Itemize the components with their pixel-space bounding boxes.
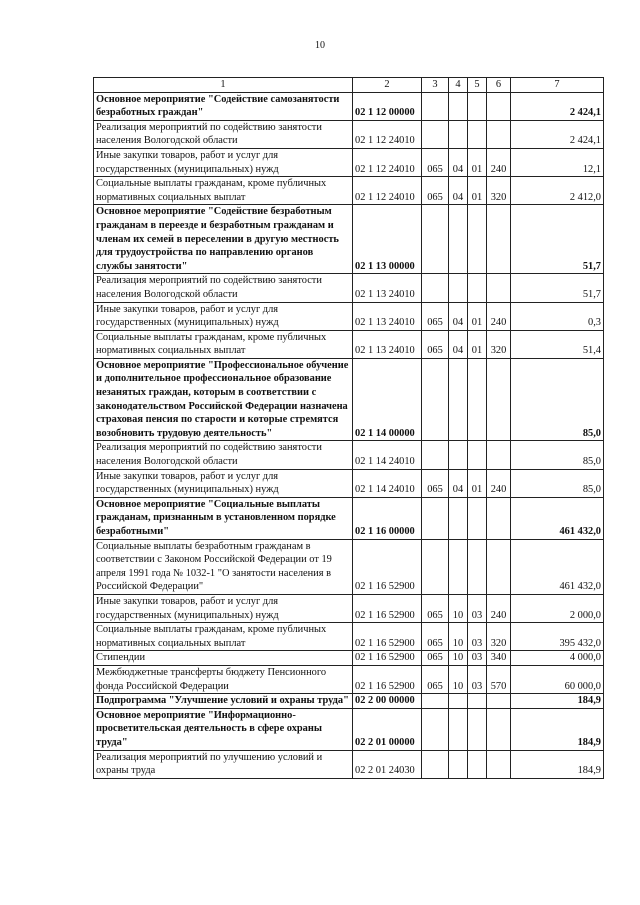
table-row bbox=[94, 148, 604, 176]
row-section: 10 bbox=[449, 594, 468, 622]
table-row bbox=[94, 594, 604, 622]
row-section bbox=[449, 708, 468, 750]
table-row bbox=[94, 177, 604, 205]
row-name: Иные закупки товаров, работ и услуг для государственных (муниципальных) нужд bbox=[94, 594, 353, 622]
row-expense-type: 320 bbox=[487, 330, 511, 358]
table-row bbox=[94, 623, 604, 651]
row-name: Основное мероприятие "Профессиональное обучение и дополнительное профессиональное образование незанятых граждан, которым в соответствии с законодательством Российской Федерации назначена страховая пенсия по старости и которые стремятся возобновить трудовую деятельность" bbox=[94, 358, 353, 441]
row-name: Иные закупки товаров, работ и услуг для государственных (муниципальных) нужд bbox=[94, 469, 353, 497]
row-code: 02 1 12 24010 bbox=[353, 177, 422, 205]
column-header-grbs: 3 bbox=[422, 78, 449, 93]
row-section: 04 bbox=[449, 302, 468, 330]
row-code: 02 1 14 00000 bbox=[353, 358, 422, 441]
row-grbs bbox=[422, 92, 449, 120]
row-expense-type: 320 bbox=[487, 177, 511, 205]
row-sum: 395 432,0 bbox=[511, 623, 604, 651]
row-sum: 2 000,0 bbox=[511, 594, 604, 622]
row-section bbox=[449, 497, 468, 539]
table-row bbox=[94, 274, 604, 302]
row-section bbox=[449, 92, 468, 120]
row-subsection bbox=[468, 92, 487, 120]
row-expense-type bbox=[487, 708, 511, 750]
table-row bbox=[94, 651, 604, 666]
table-row bbox=[94, 205, 604, 274]
row-section bbox=[449, 750, 468, 778]
row-sum: 2 424,1 bbox=[511, 120, 604, 148]
row-section bbox=[449, 205, 468, 274]
row-sum: 184,9 bbox=[511, 750, 604, 778]
row-subsection: 01 bbox=[468, 330, 487, 358]
row-code: 02 1 13 00000 bbox=[353, 205, 422, 274]
row-section bbox=[449, 120, 468, 148]
table-row bbox=[94, 750, 604, 778]
row-subsection: 01 bbox=[468, 302, 487, 330]
row-code: 02 2 01 00000 bbox=[353, 708, 422, 750]
row-section bbox=[449, 274, 468, 302]
row-subsection bbox=[468, 497, 487, 539]
table-row bbox=[94, 330, 604, 358]
row-section bbox=[449, 539, 468, 594]
row-section: 10 bbox=[449, 651, 468, 666]
row-sum: 85,0 bbox=[511, 441, 604, 469]
row-expense-type bbox=[487, 120, 511, 148]
row-name: Межбюджетные трансферты бюджету Пенсионного фонда Российской Федерации bbox=[94, 665, 353, 693]
row-sum: 2 424,1 bbox=[511, 92, 604, 120]
row-subsection bbox=[468, 205, 487, 274]
row-subsection bbox=[468, 539, 487, 594]
row-name: Иные закупки товаров, работ и услуг для государственных (муниципальных) нужд bbox=[94, 302, 353, 330]
row-subsection: 01 bbox=[468, 177, 487, 205]
row-subsection bbox=[468, 274, 487, 302]
row-expense-type: 570 bbox=[487, 665, 511, 693]
row-name: Основное мероприятие "Социальные выплаты гражданам, признанным в установленном порядке безработными" bbox=[94, 497, 353, 539]
row-grbs: 065 bbox=[422, 177, 449, 205]
row-expense-type bbox=[487, 205, 511, 274]
row-name: Социальные выплаты гражданам, кроме публичных нормативных социальных выплат bbox=[94, 177, 353, 205]
row-expense-type bbox=[487, 750, 511, 778]
row-code: 02 1 13 24010 bbox=[353, 274, 422, 302]
row-section: 10 bbox=[449, 665, 468, 693]
row-name: Социальные выплаты гражданам, кроме публичных нормативных социальных выплат bbox=[94, 623, 353, 651]
row-sum: 85,0 bbox=[511, 469, 604, 497]
table-row bbox=[94, 302, 604, 330]
row-sum: 461 432,0 bbox=[511, 539, 604, 594]
row-grbs bbox=[422, 120, 449, 148]
column-header-name: 1 bbox=[94, 78, 353, 93]
row-name: Реализация мероприятий по содействию занятости населения Вологодской области bbox=[94, 274, 353, 302]
row-subsection: 03 bbox=[468, 651, 487, 666]
column-header-expense-type: 6 bbox=[487, 78, 511, 93]
row-code: 02 1 16 52900 bbox=[353, 651, 422, 666]
row-section: 04 bbox=[449, 330, 468, 358]
row-sum: 0,3 bbox=[511, 302, 604, 330]
row-code: 02 1 12 24010 bbox=[353, 120, 422, 148]
row-expense-type bbox=[487, 539, 511, 594]
row-grbs: 065 bbox=[422, 594, 449, 622]
row-name: Реализация мероприятий по содействию занятости населения Вологодской области bbox=[94, 441, 353, 469]
row-expense-type: 240 bbox=[487, 594, 511, 622]
row-grbs: 065 bbox=[422, 469, 449, 497]
row-expense-type: 240 bbox=[487, 148, 511, 176]
row-subsection: 01 bbox=[468, 469, 487, 497]
row-subsection bbox=[468, 358, 487, 441]
row-grbs bbox=[422, 274, 449, 302]
row-name: Социальные выплаты гражданам, кроме публичных нормативных социальных выплат bbox=[94, 330, 353, 358]
row-grbs: 065 bbox=[422, 302, 449, 330]
row-code: 02 1 13 24010 bbox=[353, 302, 422, 330]
row-expense-type bbox=[487, 92, 511, 120]
row-subsection bbox=[468, 120, 487, 148]
row-name: Основное мероприятие "Содействие самозанятости безработных граждан" bbox=[94, 92, 353, 120]
row-name: Подпрограмма "Улучшение условий и охраны труда" bbox=[94, 694, 353, 709]
table-row bbox=[94, 92, 604, 120]
row-expense-type: 240 bbox=[487, 469, 511, 497]
row-sum: 51,7 bbox=[511, 205, 604, 274]
row-section: 10 bbox=[449, 623, 468, 651]
table-row bbox=[94, 469, 604, 497]
row-grbs: 065 bbox=[422, 148, 449, 176]
row-sum: 184,9 bbox=[511, 694, 604, 709]
row-code: 02 1 12 00000 bbox=[353, 92, 422, 120]
row-expense-type bbox=[487, 274, 511, 302]
row-code: 02 1 16 52900 bbox=[353, 665, 422, 693]
row-subsection: 03 bbox=[468, 665, 487, 693]
row-code: 02 1 16 52900 bbox=[353, 539, 422, 594]
row-sum: 60 000,0 bbox=[511, 665, 604, 693]
column-header-subsection: 5 bbox=[468, 78, 487, 93]
row-sum: 184,9 bbox=[511, 708, 604, 750]
row-sum: 461 432,0 bbox=[511, 497, 604, 539]
row-grbs: 065 bbox=[422, 330, 449, 358]
table-row bbox=[94, 358, 604, 441]
row-grbs: 065 bbox=[422, 651, 449, 666]
row-name: Социальные выплаты безработным гражданам в соответствии с Законом Российской Федерации от 19 апреля 1991 года № 1032-1 "О занятости населения в Российской Федерации" bbox=[94, 539, 353, 594]
column-header-code: 2 bbox=[353, 78, 422, 93]
row-expense-type bbox=[487, 358, 511, 441]
row-section bbox=[449, 441, 468, 469]
row-section: 04 bbox=[449, 469, 468, 497]
row-grbs bbox=[422, 205, 449, 274]
row-code: 02 1 12 24010 bbox=[353, 148, 422, 176]
row-code: 02 2 00 00000 bbox=[353, 694, 422, 709]
row-sum: 51,7 bbox=[511, 274, 604, 302]
row-expense-type: 240 bbox=[487, 302, 511, 330]
row-grbs bbox=[422, 708, 449, 750]
row-sum: 51,4 bbox=[511, 330, 604, 358]
row-grbs: 065 bbox=[422, 623, 449, 651]
row-code: 02 2 01 24030 bbox=[353, 750, 422, 778]
row-subsection: 01 bbox=[468, 148, 487, 176]
row-sum: 12,1 bbox=[511, 148, 604, 176]
row-code: 02 1 16 00000 bbox=[353, 497, 422, 539]
row-grbs bbox=[422, 694, 449, 709]
table-row bbox=[94, 665, 604, 693]
page-number: 10 bbox=[315, 40, 325, 51]
row-subsection: 03 bbox=[468, 623, 487, 651]
column-header-section: 4 bbox=[449, 78, 468, 93]
row-subsection: 03 bbox=[468, 594, 487, 622]
row-section bbox=[449, 358, 468, 441]
row-grbs bbox=[422, 497, 449, 539]
row-sum: 4 000,0 bbox=[511, 651, 604, 666]
row-code: 02 1 14 24010 bbox=[353, 469, 422, 497]
row-sum: 2 412,0 bbox=[511, 177, 604, 205]
row-name: Стипендии bbox=[94, 651, 353, 666]
row-name: Реализация мероприятий по улучшению условий и охраны труда bbox=[94, 750, 353, 778]
row-name: Основное мероприятие "Информационно-просветительская деятельность в сфере охраны труда" bbox=[94, 708, 353, 750]
row-name: Реализация мероприятий по содействию занятости населения Вологодской области bbox=[94, 120, 353, 148]
row-name: Основное мероприятие "Содействие безработным гражданам в переезде и безработным гражданам и членам их семей в переселении в другую местность для трудоустройства по направлению органов службы занятости" bbox=[94, 205, 353, 274]
table-row bbox=[94, 120, 604, 148]
row-subsection bbox=[468, 441, 487, 469]
header-row bbox=[94, 78, 604, 93]
row-grbs bbox=[422, 539, 449, 594]
table-row bbox=[94, 694, 604, 709]
row-subsection bbox=[468, 708, 487, 750]
row-subsection bbox=[468, 694, 487, 709]
table-row bbox=[94, 708, 604, 750]
table-row bbox=[94, 539, 604, 594]
row-code: 02 1 14 24010 bbox=[353, 441, 422, 469]
row-expense-type bbox=[487, 497, 511, 539]
column-header-sum: 7 bbox=[511, 78, 604, 93]
row-grbs bbox=[422, 358, 449, 441]
row-section: 04 bbox=[449, 177, 468, 205]
budget-table bbox=[93, 77, 604, 779]
row-expense-type: 340 bbox=[487, 651, 511, 666]
row-grbs: 065 bbox=[422, 665, 449, 693]
row-subsection bbox=[468, 750, 487, 778]
row-expense-type bbox=[487, 694, 511, 709]
row-section bbox=[449, 694, 468, 709]
row-code: 02 1 16 52900 bbox=[353, 594, 422, 622]
table-row bbox=[94, 441, 604, 469]
row-code: 02 1 13 24010 bbox=[353, 330, 422, 358]
row-section: 04 bbox=[449, 148, 468, 176]
row-expense-type: 320 bbox=[487, 623, 511, 651]
row-code: 02 1 16 52900 bbox=[353, 623, 422, 651]
row-name: Иные закупки товаров, работ и услуг для государственных (муниципальных) нужд bbox=[94, 148, 353, 176]
table-row bbox=[94, 497, 604, 539]
row-expense-type bbox=[487, 441, 511, 469]
row-sum: 85,0 bbox=[511, 358, 604, 441]
row-grbs bbox=[422, 441, 449, 469]
row-grbs bbox=[422, 750, 449, 778]
